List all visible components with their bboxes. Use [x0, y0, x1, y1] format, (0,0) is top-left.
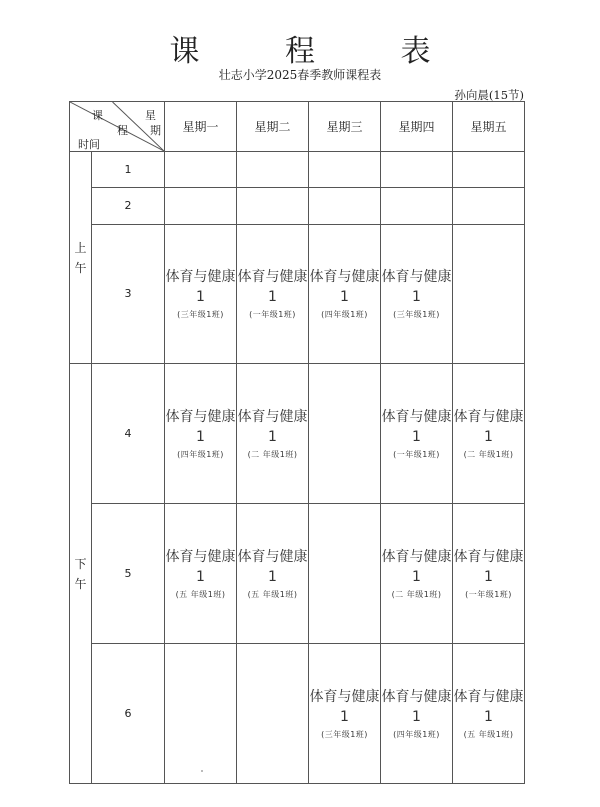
schedule-cell-thu: [381, 152, 453, 188]
schedule-cell-thu: [381, 224, 453, 364]
schedule-cell-wed: [309, 504, 381, 644]
page-title: 课 程 表: [169, 34, 469, 69]
schedule-cell-wed: [309, 364, 381, 504]
schedule-cell-mon: [165, 224, 237, 364]
class-name: (三年级1班): [393, 310, 440, 320]
course-name: 体育与健康1: [381, 549, 452, 586]
course-name: 体育与健康1: [381, 269, 452, 306]
schedule-cell-wed: [309, 644, 381, 784]
day-header-fri: 星期五: [453, 102, 525, 152]
schedule-cell-tue: [237, 224, 309, 364]
period-number: 5: [92, 504, 165, 644]
schedule-cell-tue: [237, 152, 309, 188]
course-name: 体育与健康1: [453, 689, 524, 726]
class-name: (二 年级1班): [247, 450, 298, 460]
day-header-mon: 星期一: [165, 102, 237, 152]
corner-time-label: 时间: [78, 138, 100, 151]
schedule-cell-wed: [309, 152, 381, 188]
schedule-cell-mon: [165, 152, 237, 188]
class-name: (五 年级1班): [175, 590, 226, 600]
session-char: 上: [74, 240, 87, 255]
schedule-cell-wed: [309, 224, 381, 364]
class-name: (一年级1班): [249, 310, 296, 320]
period-row: [70, 364, 525, 504]
class-name: (二 年级1班): [463, 450, 514, 460]
period-number: 3: [92, 224, 165, 364]
schedule-table: [69, 101, 525, 784]
schedule-cell-tue: [237, 188, 309, 224]
schedule-cell-fri: [453, 364, 525, 504]
period-row: [70, 224, 525, 364]
session-char: 下: [74, 556, 87, 571]
course-name: 体育与健康1: [309, 269, 380, 306]
session-char: 午: [74, 576, 87, 591]
schedule-cell-mon: [165, 644, 237, 784]
corner-qi-label: 期: [150, 124, 161, 137]
class-name: (四年级1班): [321, 310, 368, 320]
period-row: [70, 152, 525, 188]
period-row: [70, 504, 525, 644]
schedule-cell-wed: [309, 188, 381, 224]
period-number: 1: [92, 152, 165, 188]
class-name: (二 年级1班): [391, 590, 442, 600]
scan-speck: [201, 770, 203, 772]
day-header-tue: 星期二: [237, 102, 309, 152]
schedule-cell-thu: [381, 644, 453, 784]
schedule-cell-fri: [453, 188, 525, 224]
class-name: (四年级1班): [177, 450, 224, 460]
class-name: (三年级1班): [177, 310, 224, 320]
course-name: 体育与健康1: [165, 409, 236, 446]
day-header-wed: 星期三: [309, 102, 381, 152]
corner-ke-label: 课: [92, 109, 103, 122]
period-row: [70, 644, 525, 784]
class-name: (五 年级1班): [463, 730, 514, 740]
corner-header: [70, 102, 165, 152]
period-number: 2: [92, 188, 165, 224]
course-name: 体育与健康1: [237, 409, 308, 446]
schedule-cell-thu: [381, 188, 453, 224]
period-number: 4: [92, 364, 165, 504]
period-number: 6: [92, 644, 165, 784]
session-afternoon: [70, 364, 92, 784]
course-name: 体育与健康1: [165, 269, 236, 306]
session-char: 午: [74, 260, 87, 275]
schedule-body: [70, 152, 525, 784]
class-name: (一年级1班): [465, 590, 512, 600]
course-name: 体育与健康1: [453, 549, 524, 586]
class-name: (一年级1班): [393, 450, 440, 460]
class-name: (四年级1班): [393, 730, 440, 740]
header-row: [70, 102, 525, 152]
schedule-cell-fri: [453, 504, 525, 644]
course-name: 体育与健康1: [381, 409, 452, 446]
session-morning: [70, 152, 92, 364]
teacher-label: 孙向晨(15节): [454, 88, 524, 102]
class-name: (三年级1班): [321, 730, 368, 740]
schedule-cell-fri: [453, 644, 525, 784]
schedule-cell-mon: [165, 504, 237, 644]
corner-cheng-label: 程: [117, 124, 128, 137]
schedule-cell-thu: [381, 364, 453, 504]
course-name: 体育与健康1: [309, 689, 380, 726]
period-row: [70, 188, 525, 224]
corner-xing-label: 星: [145, 109, 156, 122]
schedule-cell-tue: [237, 364, 309, 504]
course-name: 体育与健康1: [237, 549, 308, 586]
schedule-cell-mon: [165, 364, 237, 504]
schedule-cell-fri: [453, 224, 525, 364]
schedule-cell-mon: [165, 188, 237, 224]
page-subtitle: 壮志小学2025春季教师课程表: [218, 68, 382, 82]
course-name: 体育与健康1: [453, 409, 524, 446]
schedule-cell-tue: [237, 644, 309, 784]
course-name: 体育与健康1: [165, 549, 236, 586]
course-name: 体育与健康1: [381, 689, 452, 726]
class-name: (五 年级1班): [247, 590, 298, 600]
course-name: 体育与健康1: [237, 269, 308, 306]
schedule-cell-thu: [381, 504, 453, 644]
day-header-thu: 星期四: [381, 102, 453, 152]
schedule-cell-tue: [237, 504, 309, 644]
schedule-cell-fri: [453, 152, 525, 188]
